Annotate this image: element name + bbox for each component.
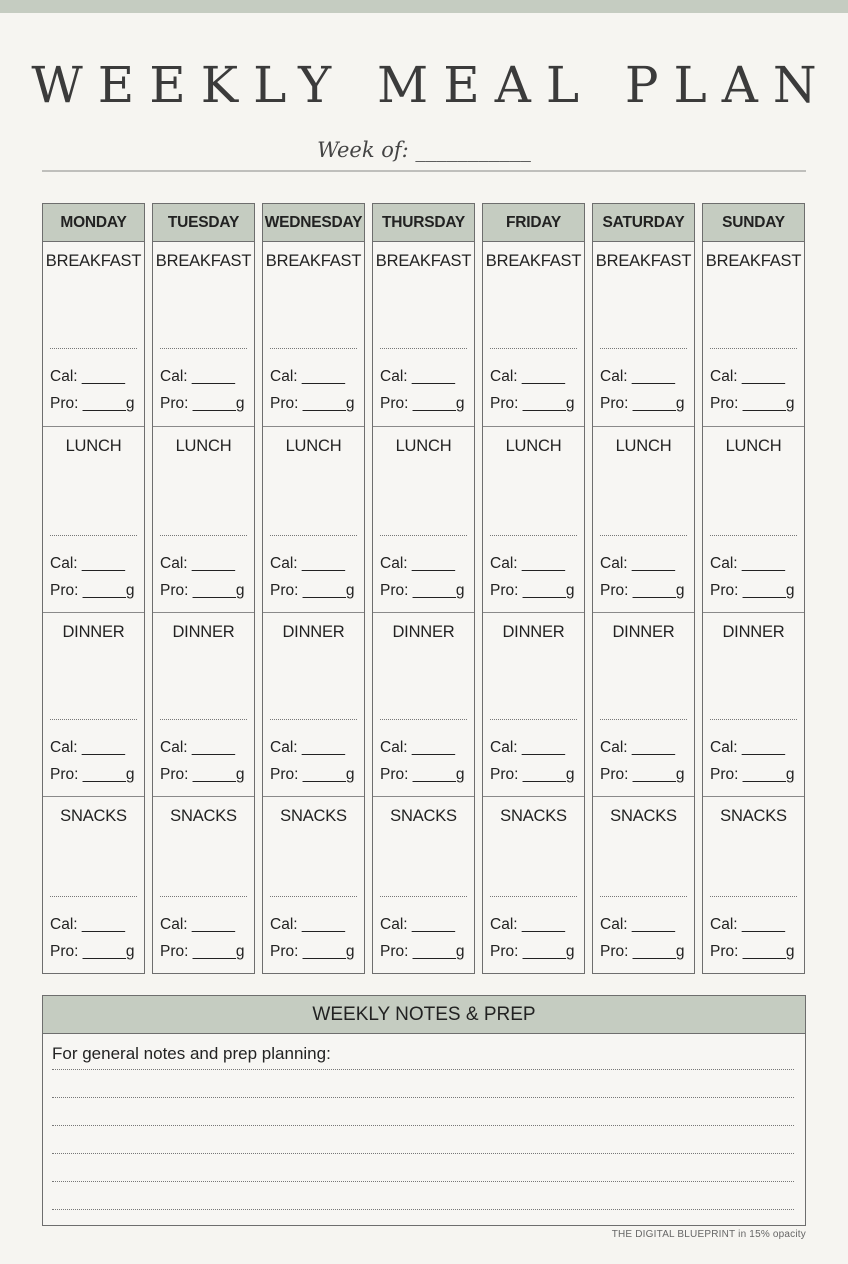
meal-entry-line[interactable] [380, 535, 467, 536]
meal-entry-line[interactable] [50, 719, 137, 720]
calories-field[interactable]: Cal: _____ [160, 739, 235, 756]
calories-field[interactable]: Cal: _____ [490, 368, 565, 385]
protein-field[interactable]: Pro: _____g [710, 766, 795, 783]
calories-field[interactable]: Cal: _____ [600, 916, 675, 933]
calories-field[interactable]: Cal: _____ [50, 739, 125, 756]
meal-entry-line[interactable] [710, 535, 797, 536]
meal-block-lunch[interactable] [263, 426, 364, 612]
meal-entry-line[interactable] [50, 896, 137, 897]
calories-field[interactable]: Cal: _____ [490, 555, 565, 572]
meal-label: BREAKFAST [375, 252, 472, 270]
meal-label: BREAKFAST [265, 252, 362, 270]
meal-label: SNACKS [720, 807, 787, 825]
meal-entry-line[interactable] [270, 535, 357, 536]
meal-block-snacks[interactable] [43, 796, 144, 973]
protein-field[interactable]: Pro: _____g [270, 395, 355, 412]
page-title: WEEKLY MEAL PLAN [31, 56, 832, 114]
meal-entry-line[interactable] [160, 535, 247, 536]
protein-field[interactable]: Pro: _____g [710, 943, 795, 960]
notes-prompt: For general notes and prep planning: [52, 1044, 331, 1063]
meal-label: SNACKS [60, 807, 127, 825]
meal-block-dinner[interactable] [263, 612, 364, 796]
meal-entry-line[interactable] [600, 535, 687, 536]
protein-field[interactable]: Pro: _____g [160, 766, 245, 783]
meal-entry-line[interactable] [270, 896, 357, 897]
protein-field[interactable]: Pro: _____g [380, 582, 465, 599]
calories-field[interactable]: Cal: _____ [380, 555, 455, 572]
meal-block-breakfast[interactable] [43, 242, 144, 426]
calories-field[interactable]: Cal: _____ [50, 916, 125, 933]
calories-field[interactable]: Cal: _____ [380, 739, 455, 756]
calories-field[interactable]: Cal: _____ [380, 916, 455, 933]
meal-block-snacks[interactable] [483, 796, 584, 973]
meal-block-breakfast[interactable] [373, 242, 474, 426]
protein-field[interactable]: Pro: _____g [710, 582, 795, 599]
meal-label: LUNCH [725, 437, 782, 455]
meal-label: SNACKS [500, 807, 567, 825]
protein-field[interactable]: Pro: _____g [380, 943, 465, 960]
calories-field[interactable]: Cal: _____ [50, 555, 125, 572]
meal-entry-line[interactable] [160, 348, 247, 349]
meal-entry-line[interactable] [50, 535, 137, 536]
day-header: THURSDAY [373, 204, 474, 242]
footer-credit: THE DIGITAL BLUEPRINT in 15% opacity [611, 1229, 806, 1240]
meal-entry-line[interactable] [490, 719, 577, 720]
meal-label: DINNER [502, 623, 565, 641]
protein-field[interactable]: Pro: _____g [490, 582, 575, 599]
meal-block-dinner[interactable] [593, 612, 694, 796]
protein-field[interactable]: Pro: _____g [490, 766, 575, 783]
meal-block-lunch[interactable] [593, 426, 694, 612]
meal-block-dinner[interactable] [43, 612, 144, 796]
meal-label: BREAKFAST [595, 252, 692, 270]
calories-field[interactable]: Cal: _____ [270, 916, 345, 933]
meal-entry-line[interactable] [710, 896, 797, 897]
meal-label: SNACKS [170, 807, 237, 825]
calories-field[interactable]: Cal: _____ [490, 916, 565, 933]
notes-line[interactable] [52, 1097, 794, 1098]
day-column-monday [42, 203, 145, 974]
day-column-tuesday [152, 203, 255, 974]
day-column-friday [482, 203, 585, 974]
protein-field[interactable]: Pro: _____g [160, 582, 245, 599]
meal-block-snacks[interactable] [373, 796, 474, 973]
protein-field[interactable]: Pro: _____g [160, 395, 245, 412]
meal-label: LUNCH [395, 437, 452, 455]
meal-label: SNACKS [280, 807, 347, 825]
meal-label: DINNER [62, 623, 125, 641]
meal-label: DINNER [392, 623, 455, 641]
day-header: FRIDAY [483, 204, 584, 242]
calories-field[interactable]: Cal: _____ [160, 916, 235, 933]
protein-field[interactable]: Pro: _____g [710, 395, 795, 412]
meal-label: LUNCH [65, 437, 122, 455]
meal-label: DINNER [722, 623, 785, 641]
calories-field[interactable]: Cal: _____ [380, 368, 455, 385]
protein-field[interactable]: Pro: _____g [490, 395, 575, 412]
meal-block-snacks[interactable] [593, 796, 694, 973]
calories-field[interactable]: Cal: _____ [270, 739, 345, 756]
meal-label: BREAKFAST [45, 252, 142, 270]
meal-block-lunch[interactable] [43, 426, 144, 612]
meal-block-snacks[interactable] [703, 796, 804, 973]
meal-entry-line[interactable] [380, 896, 467, 897]
meal-entry-line[interactable] [50, 348, 137, 349]
meal-label: SNACKS [610, 807, 677, 825]
meal-entry-line[interactable] [710, 348, 797, 349]
meal-block-lunch[interactable] [703, 426, 804, 612]
day-header: SATURDAY [593, 204, 694, 242]
top-accent-bar [0, 0, 848, 13]
protein-field[interactable]: Pro: _____g [160, 943, 245, 960]
meal-label: LUNCH [615, 437, 672, 455]
meal-entry-line[interactable] [270, 348, 357, 349]
weekly-notes-section [42, 995, 806, 1226]
calories-field[interactable]: Cal: _____ [710, 916, 785, 933]
protein-field[interactable]: Pro: _____g [50, 395, 135, 412]
meal-entry-line[interactable] [270, 719, 357, 720]
meal-block-breakfast[interactable] [593, 242, 694, 426]
notes-heading: WEEKLY NOTES & PREP [43, 996, 805, 1034]
meal-block-breakfast[interactable] [263, 242, 364, 426]
meal-block-lunch[interactable] [373, 426, 474, 612]
calories-field[interactable]: Cal: _____ [270, 368, 345, 385]
meal-block-snacks[interactable] [153, 796, 254, 973]
meal-entry-line[interactable] [710, 719, 797, 720]
day-header: WEDNESDAY [263, 204, 364, 242]
title-divider [42, 170, 806, 172]
protein-field[interactable]: Pro: _____g [490, 943, 575, 960]
notes-line[interactable] [52, 1069, 794, 1070]
protein-field[interactable]: Pro: _____g [380, 766, 465, 783]
calories-field[interactable]: Cal: _____ [490, 739, 565, 756]
meal-block-lunch[interactable] [483, 426, 584, 612]
meal-entry-line[interactable] [380, 348, 467, 349]
calories-field[interactable]: Cal: _____ [600, 368, 675, 385]
week-of-field[interactable]: Week of: ___________ [317, 138, 531, 162]
notes-line[interactable] [52, 1181, 794, 1182]
notes-line[interactable] [52, 1153, 794, 1154]
protein-field[interactable]: Pro: _____g [270, 766, 355, 783]
calories-field[interactable]: Cal: _____ [710, 555, 785, 572]
meal-entry-line[interactable] [160, 719, 247, 720]
protein-field[interactable]: Pro: _____g [50, 766, 135, 783]
meal-block-snacks[interactable] [263, 796, 364, 973]
meal-entry-line[interactable] [490, 348, 577, 349]
calories-field[interactable]: Cal: _____ [600, 555, 675, 572]
protein-field[interactable]: Pro: _____g [600, 395, 685, 412]
day-column-saturday [592, 203, 695, 974]
meal-label: BREAKFAST [155, 252, 252, 270]
notes-line[interactable] [52, 1125, 794, 1126]
meal-entry-line[interactable] [600, 896, 687, 897]
meal-entry-line[interactable] [600, 719, 687, 720]
calories-field[interactable]: Cal: _____ [270, 555, 345, 572]
meal-block-dinner[interactable] [703, 612, 804, 796]
protein-field[interactable]: Pro: _____g [600, 582, 685, 599]
meal-label: LUNCH [175, 437, 232, 455]
meal-block-breakfast[interactable] [483, 242, 584, 426]
protein-field[interactable]: Pro: _____g [270, 582, 355, 599]
meal-block-dinner[interactable] [483, 612, 584, 796]
meal-label: BREAKFAST [705, 252, 802, 270]
meal-label: SNACKS [390, 807, 457, 825]
protein-field[interactable]: Pro: _____g [50, 943, 135, 960]
calories-field[interactable]: Cal: _____ [160, 555, 235, 572]
meal-block-lunch[interactable] [153, 426, 254, 612]
meal-label: LUNCH [285, 437, 342, 455]
protein-field[interactable]: Pro: _____g [600, 943, 685, 960]
day-header: TUESDAY [153, 204, 254, 242]
meal-entry-line[interactable] [600, 348, 687, 349]
day-column-sunday [702, 203, 805, 974]
meal-label: DINNER [282, 623, 345, 641]
protein-field[interactable]: Pro: _____g [270, 943, 355, 960]
calories-field[interactable]: Cal: _____ [710, 368, 785, 385]
protein-field[interactable]: Pro: _____g [380, 395, 465, 412]
calories-field[interactable]: Cal: _____ [160, 368, 235, 385]
protein-field[interactable]: Pro: _____g [50, 582, 135, 599]
meal-block-dinner[interactable] [373, 612, 474, 796]
day-column-thursday [372, 203, 475, 974]
day-header: MONDAY [43, 204, 144, 242]
day-header: SUNDAY [703, 204, 804, 242]
meal-entry-line[interactable] [490, 896, 577, 897]
day-column-wednesday [262, 203, 365, 974]
meal-block-breakfast[interactable] [703, 242, 804, 426]
notes-line[interactable] [52, 1209, 794, 1210]
protein-field[interactable]: Pro: _____g [600, 766, 685, 783]
meal-label: LUNCH [505, 437, 562, 455]
meal-entry-line[interactable] [160, 896, 247, 897]
meal-entry-line[interactable] [380, 719, 467, 720]
meal-entry-line[interactable] [490, 535, 577, 536]
meal-label: BREAKFAST [485, 252, 582, 270]
calories-field[interactable]: Cal: _____ [50, 368, 125, 385]
calories-field[interactable]: Cal: _____ [710, 739, 785, 756]
meal-label: DINNER [172, 623, 235, 641]
calories-field[interactable]: Cal: _____ [600, 739, 675, 756]
meal-label: DINNER [612, 623, 675, 641]
meal-block-dinner[interactable] [153, 612, 254, 796]
meal-block-breakfast[interactable] [153, 242, 254, 426]
